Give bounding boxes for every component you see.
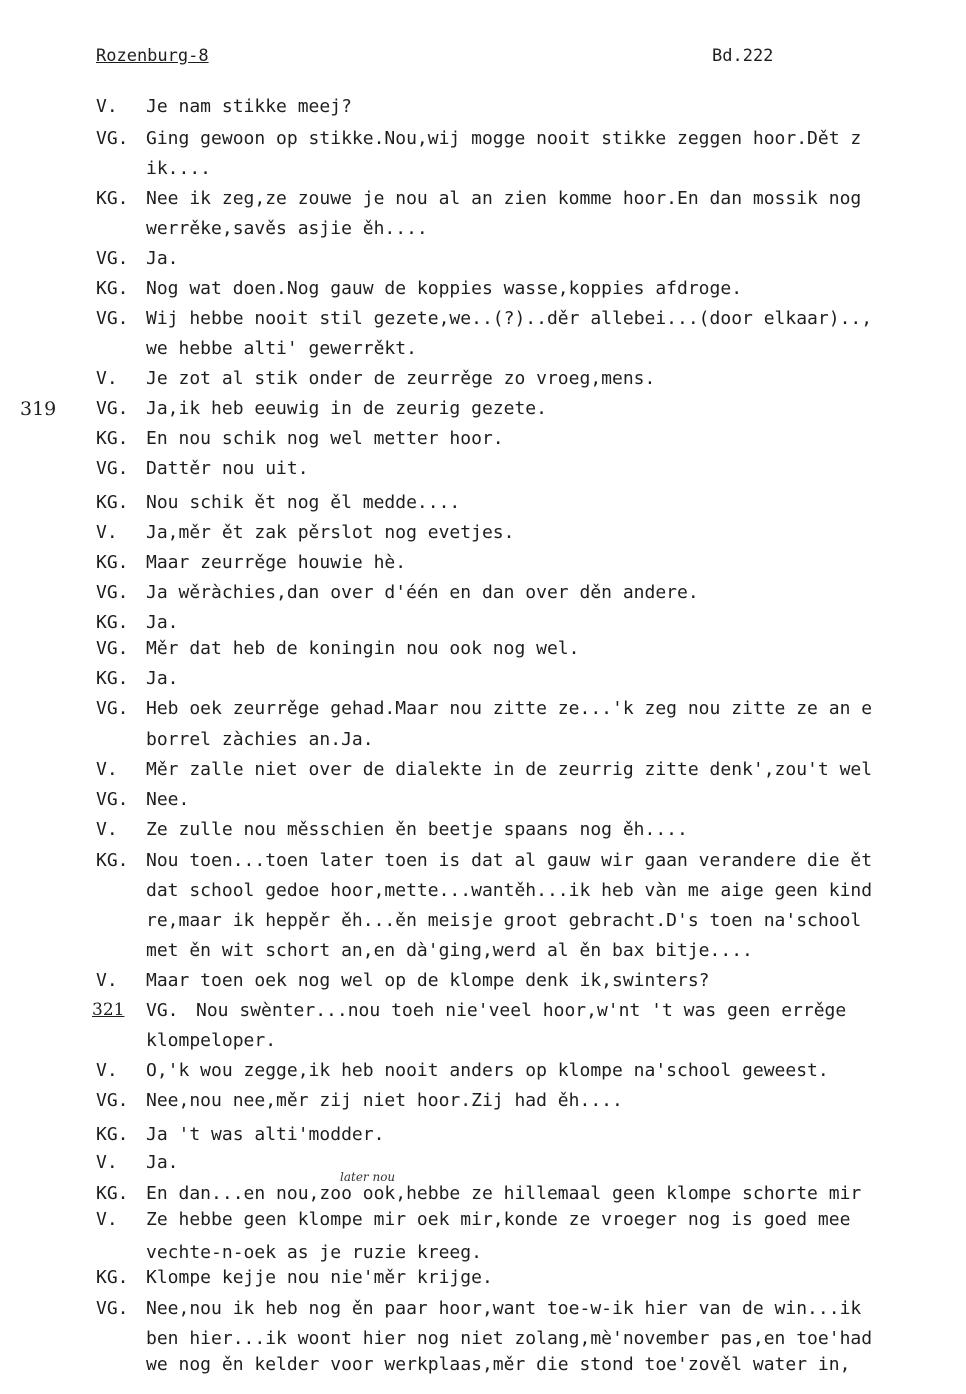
speaker-label: KG. (96, 612, 129, 633)
transcript-line (96, 819, 966, 849)
line-text: ik.... (146, 158, 212, 179)
transcript-line (96, 248, 966, 278)
transcript-line (96, 308, 966, 338)
speaker-label: VG. (96, 698, 129, 719)
line-text: Je zot al stik onder de zeurrěge zo vroeg,mens. (146, 368, 656, 389)
speaker-label: KG. (96, 428, 129, 449)
speaker-label: KG. (96, 278, 129, 299)
speaker-label: V. (96, 368, 118, 389)
transcript-line (96, 398, 966, 428)
line-text: Ja. (146, 248, 179, 269)
line-text: Maar zeurrěge houwie hè. (146, 552, 407, 573)
speaker-label: KG. (96, 552, 129, 573)
speaker-label: V. (96, 819, 118, 840)
line-text: vechte-n-oek as je ruzie kreeg. (146, 1242, 482, 1263)
speaker-label: VG. (96, 638, 129, 659)
speaker-label: VG. (96, 1298, 129, 1319)
transcript-line (96, 1354, 966, 1384)
transcript-line (96, 1060, 966, 1090)
transcript-line (96, 759, 966, 789)
line-text: ben hier...ik woont hier nog niet zolang,mè'november pas,en toe'had (146, 1328, 873, 1349)
line-text: Ja wěràchies,dan over d'één en dan over děn andere. (146, 582, 699, 603)
margin-number: 319 (20, 398, 57, 420)
transcript-line (96, 698, 966, 728)
speaker-label: V. (96, 96, 118, 117)
transcript-line (96, 338, 966, 368)
speaker-label: KG. (96, 668, 129, 689)
speaker-label: V. (96, 1060, 118, 1081)
line-text: werrěke,savěs asjie ěh.... (146, 218, 428, 239)
transcript-line (96, 522, 966, 552)
line-text: re,maar ik heppěr ěh...ěn meisje groot gebracht.D's toen na'school (146, 910, 862, 931)
speaker-label: VG. (96, 128, 129, 149)
line-text: met ěn wit schort an,en dà'ging,werd al ěn bax bitje.... (146, 940, 753, 961)
speaker-label: VG. (96, 248, 129, 269)
line-text: Ging gewoon op stikke.Nou,wij mogge nooit stikke zeggen hoor.Dět z (146, 128, 862, 149)
transcript-line (96, 880, 966, 910)
transcript-line (96, 128, 966, 158)
line-text: Ze hebbe geen klompe mir oek mir,konde ze vroeger nog is goed mee (146, 1209, 851, 1230)
line-text: Nee ik zeg,ze zouwe je nou al an zien komme hoor.En dan mossik nog (146, 188, 862, 209)
transcript-line (96, 1298, 966, 1328)
transcript-line (96, 1209, 966, 1239)
transcript-line (96, 278, 966, 308)
transcript-line (96, 218, 966, 248)
line-text: Ja. (146, 1152, 179, 1173)
line-text: Nee. (146, 789, 190, 810)
transcript-line (96, 552, 966, 582)
transcript-line (96, 458, 966, 488)
line-text: Nee,nou nee,měr zij niet hoor.Zij had ěh.... (146, 1090, 623, 1111)
transcript-line (96, 970, 966, 1000)
transcript-line (96, 1267, 966, 1297)
line-text: borrel zàchies an.Ja. (146, 729, 374, 750)
line-text: Ja. (146, 668, 179, 689)
speaker-label: V. (96, 1209, 118, 1230)
speaker-label: VG. (146, 1000, 179, 1021)
transcript-line (96, 850, 966, 880)
line-text: klompeloper. (146, 1030, 277, 1051)
line-text: Klompe kejje nou nie'měr krijge. (146, 1267, 493, 1288)
header-title: Rozenburg-8 (96, 46, 209, 66)
speaker-label: VG. (96, 398, 129, 419)
transcript-line (96, 582, 966, 612)
speaker-label: KG. (96, 1267, 129, 1288)
line-text: Nee,nou ik heb nog ěn paar hoor,want toe-w-ik hier van de win...ik (146, 1298, 862, 1319)
transcript-line (96, 188, 966, 218)
speaker-label: KG. (96, 850, 129, 871)
line-text: Ja,ik heb eeuwig in de zeurig gezete. (146, 398, 547, 419)
line-text: Nog wat doen.Nog gauw de koppies wasse,koppies afdroge. (146, 278, 743, 299)
line-text: Ja 't was alti'modder. (146, 1124, 385, 1145)
speaker-label: KG. (96, 188, 129, 209)
header-page-ref: Bd.222 (712, 46, 774, 66)
line-text: Nou toen...toen later toen is dat al gauw wir gaan verandere die ět (146, 850, 873, 871)
transcript-line (96, 1124, 966, 1154)
line-text: Ja. (146, 612, 179, 633)
line-text: Dattěr nou uit. (146, 458, 309, 479)
speaker-label: VG. (96, 458, 129, 479)
line-text: Nou swènter...nou toeh nie'veel hoor,w'nt 't was geen errěge (196, 1000, 847, 1021)
line-text: dat school gedoe hoor,mette...wantěh...ik heb vàn me aige geen kind (146, 880, 873, 901)
transcript-line (96, 638, 966, 668)
transcript-line (146, 1000, 966, 1030)
transcript-line (96, 1152, 966, 1182)
line-text: O,'k wou zegge,ik heb nooit anders op klompe na'school geweest. (146, 1060, 829, 1081)
line-text: we hebbe alti' gewerrěkt. (146, 338, 417, 359)
line-text: Nou schik ět nog ěl medde.... (146, 492, 461, 513)
speaker-label: KG. (96, 1124, 129, 1145)
transcript-line (96, 668, 966, 698)
speaker-label: VG. (96, 789, 129, 810)
speaker-label: V. (96, 1152, 118, 1173)
speaker-label: KG. (96, 492, 129, 513)
line-text: Ja,měr ět zak pěrslot nog evetjes. (146, 522, 515, 543)
line-text: Heb oek zeurrěge gehad.Maar nou zitte ze...'k zeg nou zitte ze an e (146, 698, 873, 719)
handwritten-note: later nou (340, 1170, 396, 1184)
speaker-label: KG. (96, 1183, 129, 1204)
speaker-label: V. (96, 970, 118, 991)
line-text: Ze zulle nou měsschien ěn beetje spaans nog ěh.... (146, 819, 688, 840)
transcript-line (96, 428, 966, 458)
transcript-line (96, 492, 966, 522)
line-text: we nog ěn kelder voor werkplaas,měr die stond toe'zověl water in, (146, 1354, 851, 1375)
line-text: Maar toen oek nog wel op de klompe denk ik,swinters? (146, 970, 710, 991)
transcript-line (96, 158, 966, 188)
transcript-line (96, 1030, 966, 1060)
speaker-label: V. (96, 759, 118, 780)
line-text: En dan...en nou,zoo ook,hebbe ze hillemaal geen klompe schorte mir (146, 1183, 862, 1204)
speaker-label: VG. (96, 582, 129, 603)
transcript-line (96, 910, 966, 940)
speaker-label: VG. (96, 308, 129, 329)
transcript-line (96, 729, 966, 759)
speaker-label: VG. (96, 1090, 129, 1111)
transcript-line (96, 940, 966, 970)
transcript-line (96, 368, 966, 398)
line-text: Je nam stikke meej? (146, 96, 352, 117)
margin-number: 321 (92, 1000, 125, 1020)
line-text: Měr dat heb de koningin nou ook nog wel. (146, 638, 580, 659)
transcript-line (96, 96, 966, 126)
line-text: Wij hebbe nooit stil gezete,we..(?)..děr allebei...(door elkaar).., (146, 308, 873, 329)
line-text: En nou schik nog wel metter hoor. (146, 428, 504, 449)
transcript-line (96, 789, 966, 819)
speaker-label: V. (96, 522, 118, 543)
line-text: Měr zalle niet over de dialekte in de zeurrig zitte denk',zou't wel (146, 759, 873, 780)
transcript-line (96, 1090, 966, 1120)
